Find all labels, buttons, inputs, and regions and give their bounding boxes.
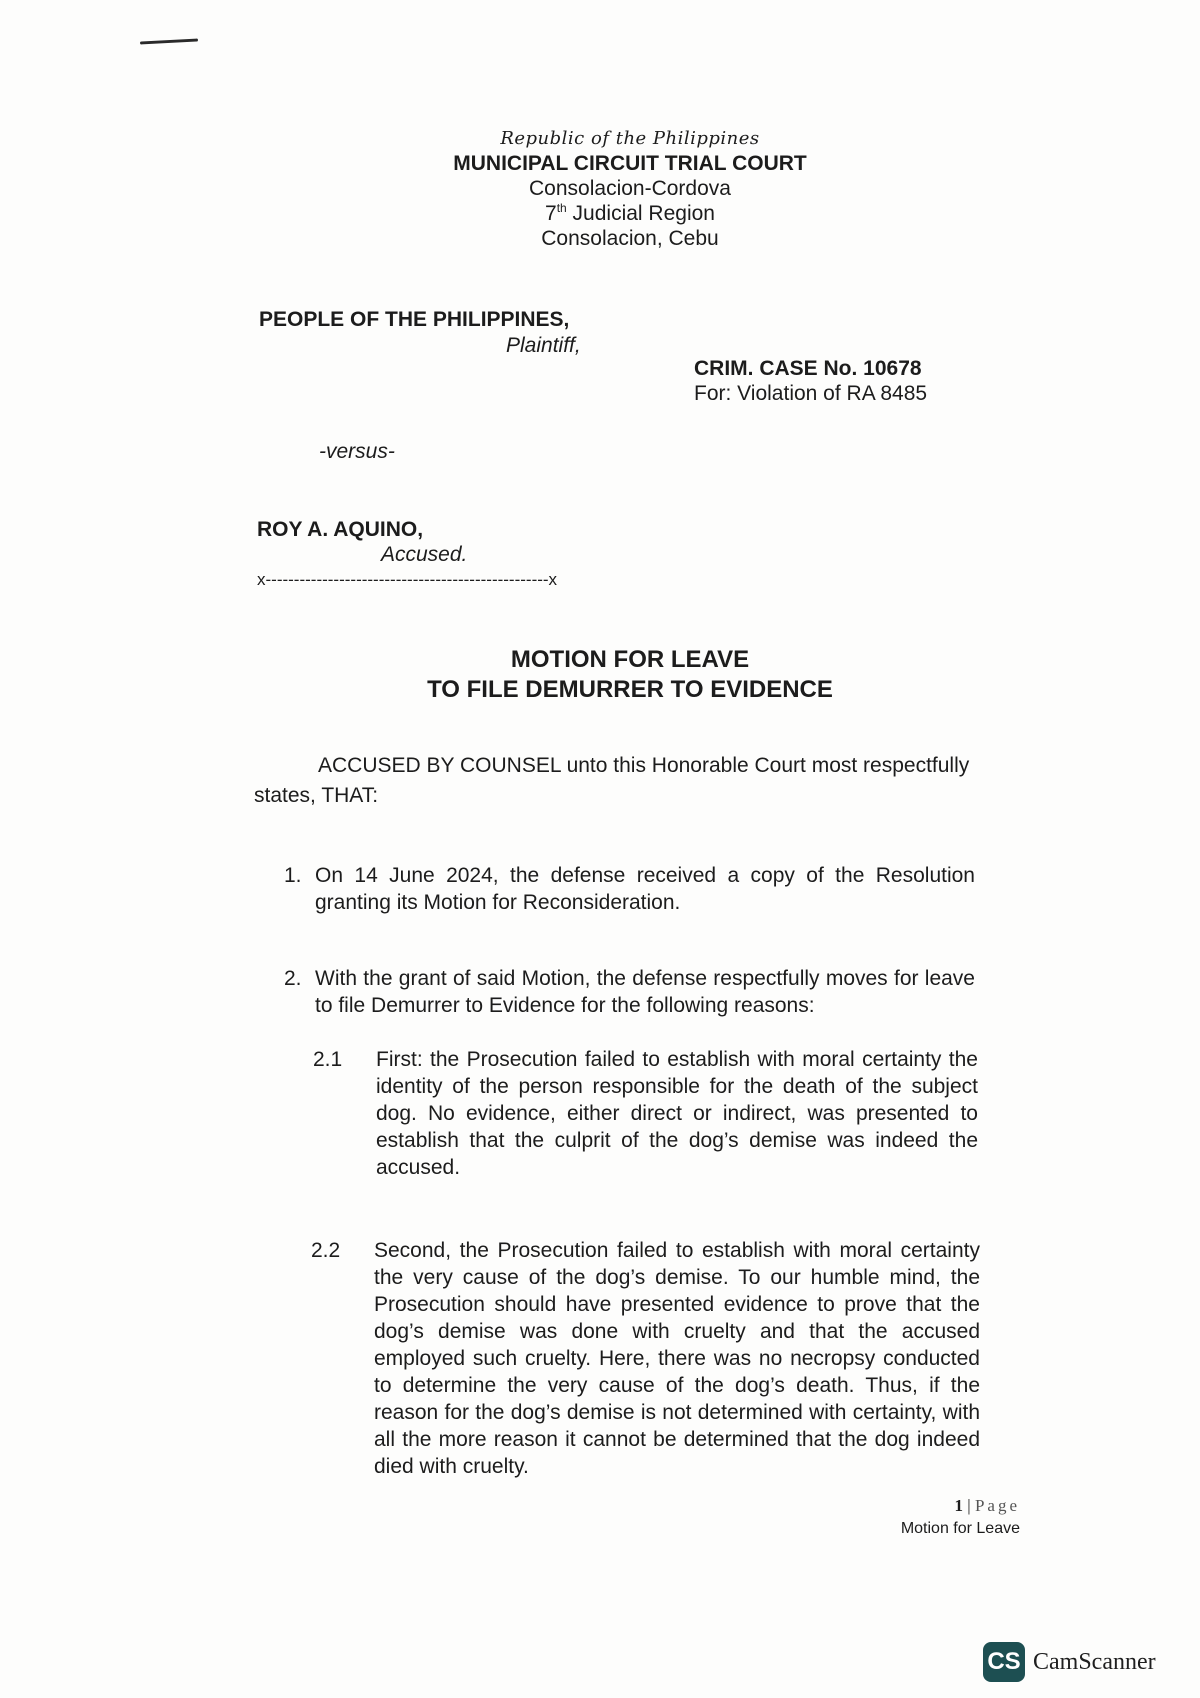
camscanner-brand: CamScanner bbox=[1033, 1648, 1156, 1675]
plaintiff-role: Plaintiff, bbox=[506, 334, 581, 357]
court-header bbox=[0, 126, 1200, 251]
plaintiff-name: PEOPLE OF THE PHILIPPINES, bbox=[259, 308, 570, 331]
paragraph-text: With the grant of said Motion, the defense respectfully moves for leave to file Demurrer to Evidence for the following reasons: bbox=[315, 967, 975, 1017]
subparagraph-text: Second, the Prosecution failed to establish with moral certainty the very cause of the dog’s demise. To our humble mind, the Prosecution should have presented evidence to prove that the dog’s demise was done with cruelty and that the accused employed such cruelty. Here, there was no necropsy conducted to determine the very cause of the dog’s death. Thus, if the reason for the dog’s demise is not determined with certainty, with all the more reason it cannot be determined that the dog indeed died with cruelty. bbox=[374, 1239, 980, 1478]
accused-name: ROY A. AQUINO, bbox=[257, 518, 424, 541]
footer-document-name: Motion for Leave bbox=[900, 1520, 1020, 1537]
court-location: Consolacion-Cordova bbox=[529, 177, 731, 200]
paragraph-number: 1. bbox=[284, 864, 302, 887]
accused-role: Accused. bbox=[381, 543, 468, 566]
judicial-region: 7th Judicial Region bbox=[545, 201, 715, 225]
intro-line2: states, THAT: bbox=[254, 784, 379, 807]
intro-line1: ACCUSED BY COUNSEL unto this Honorable Court most respectfully bbox=[318, 754, 970, 777]
versus-label: -versus- bbox=[319, 440, 395, 463]
paragraph-number: 2. bbox=[284, 967, 302, 990]
court-city: Consolacion, Cebu bbox=[541, 227, 719, 250]
pen-stroke-mark bbox=[140, 38, 198, 44]
document-title-line2: TO FILE DEMURRER TO EVIDENCE bbox=[427, 676, 833, 703]
subparagraph-number: 2.2 bbox=[311, 1239, 341, 1262]
camscanner-badge-icon: CS bbox=[983, 1642, 1025, 1682]
paragraph-text: On 14 June 2024, the defense received a copy of the Resolution granting its Motion for Reconsideration. bbox=[315, 864, 975, 914]
case-offense: For: Violation of RA 8485 bbox=[694, 382, 928, 405]
caption-separator: x--------------------------------------------------x bbox=[257, 570, 558, 589]
page-number: 1 | Page bbox=[954, 1496, 1020, 1515]
republic-line: Republic of the Philippines bbox=[500, 128, 760, 149]
court-name: MUNICIPAL CIRCUIT TRIAL COURT bbox=[453, 152, 807, 175]
document-title-line1: MOTION FOR LEAVE bbox=[510, 646, 750, 673]
subparagraph-number: 2.1 bbox=[313, 1048, 343, 1071]
camscanner-logo bbox=[983, 1642, 1156, 1682]
subparagraph-text: First: the Prosecution failed to establish with moral certainty the identity of the person responsible for the death of the subject dog. No evidence, either direct or indirect, was presented to establish that the culprit of the dog’s demise was indeed the accused. bbox=[376, 1048, 978, 1179]
case-number: CRIM. CASE No. 10678 bbox=[694, 357, 922, 380]
